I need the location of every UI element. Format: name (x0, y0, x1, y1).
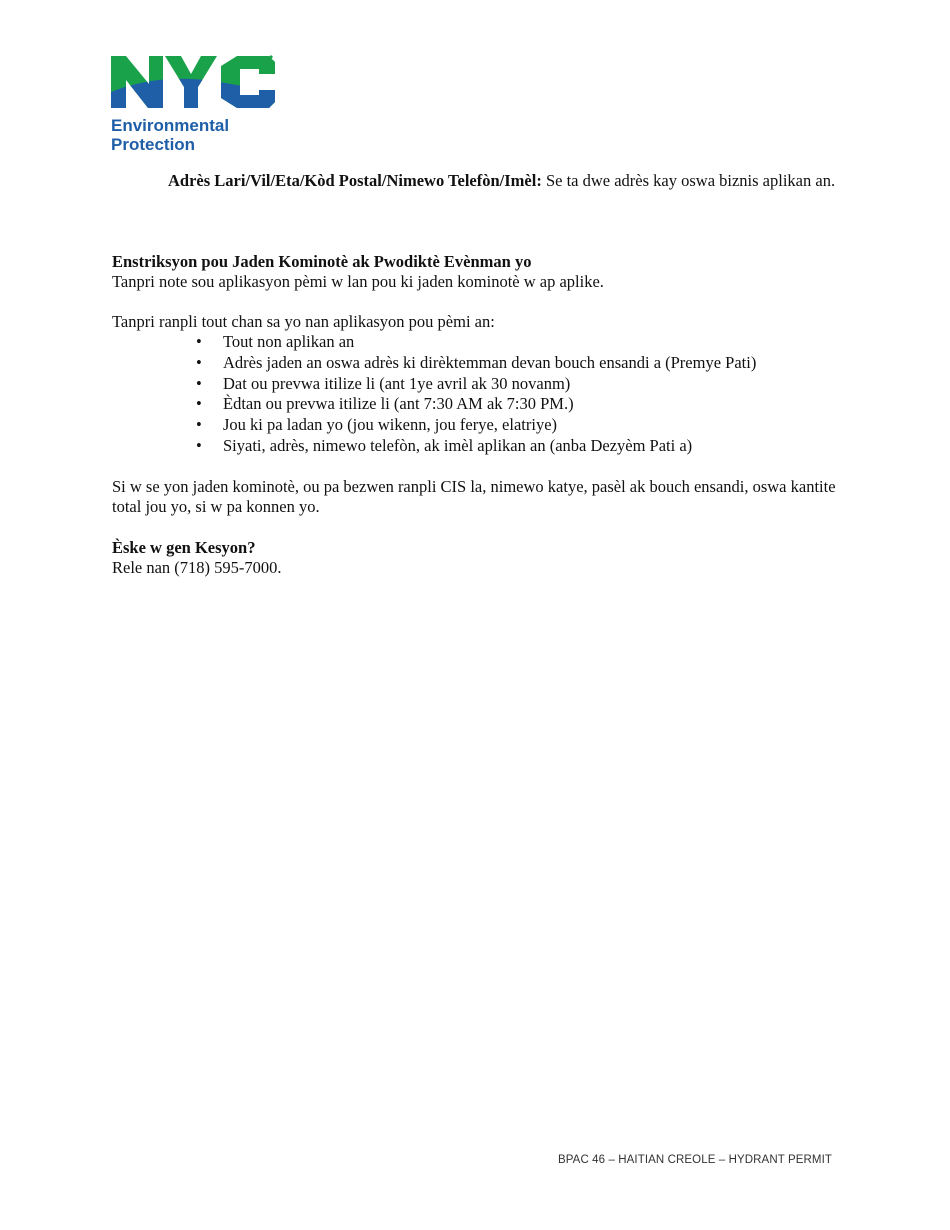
list-item: • Èdtan ou prevwa itilize li (ant 7:30 AM ak 7:30 PM.) (196, 394, 756, 415)
page-footer: BPAC 46 – HAITIAN CREOLE – HYDRANT PERMIT (558, 1154, 832, 1166)
address-paragraph (168, 171, 840, 191)
address-label: Adrès Lari/Vil/Eta/Kòd Postal/Nimewo Telefòn/Imèl: (168, 171, 542, 190)
restrictions-heading: Enstriksyon pou Jaden Kominotè ak Pwodiktè Evènman yo (112, 252, 532, 271)
required-fields-list (196, 332, 756, 457)
list-item: • Tout non aplikan an (196, 332, 756, 353)
logo-text (111, 116, 276, 154)
list-item: • Dat ou prevwa itilize li (ant 1ye avril ak 30 novanm) (196, 374, 756, 395)
list-item: • Adrès jaden an oswa adrès ki dirèktemman devan bouch ensandi a (Premye Pati) (196, 353, 756, 374)
fill-intro: Tanpri ranpli tout chan sa yo nan aplikasyon pou pèmi an: (112, 312, 495, 331)
logo-line-protection: Protection (111, 135, 196, 154)
list-item: • Siyati, adrès, nimewo telefòn, ak imèl aplikan an (anba Dezyèm Pati a) (196, 436, 756, 457)
restrictions-section (112, 252, 840, 292)
garden-note: Si w se yon jaden kominotè, ou pa bezwen ranpli CIS la, nimewo katye, pasèl ak bouch ensandi, oswa kantite total jou yo, si w pa konnen yo. (112, 477, 836, 516)
logo-line-environmental: Environmental (111, 116, 230, 135)
questions-heading: Èske w gen Kesyon? (112, 538, 256, 557)
address-text: Se ta dwe adrès kay oswa biznis aplikan an. (541, 171, 836, 190)
questions-phone: Rele nan (718) 595-7000. (112, 558, 282, 577)
list-item: • Jou ki pa ladan yo (jou wikenn, jou ferye, elatriye) (196, 415, 756, 436)
nyc-logo-mark (111, 54, 276, 110)
questions-section (112, 538, 840, 578)
nyc-dep-logo (111, 54, 276, 154)
restrictions-note: Tanpri note sou aplikasyon pèmi w lan pou ki jaden kominotè w ap aplike. (112, 272, 604, 291)
